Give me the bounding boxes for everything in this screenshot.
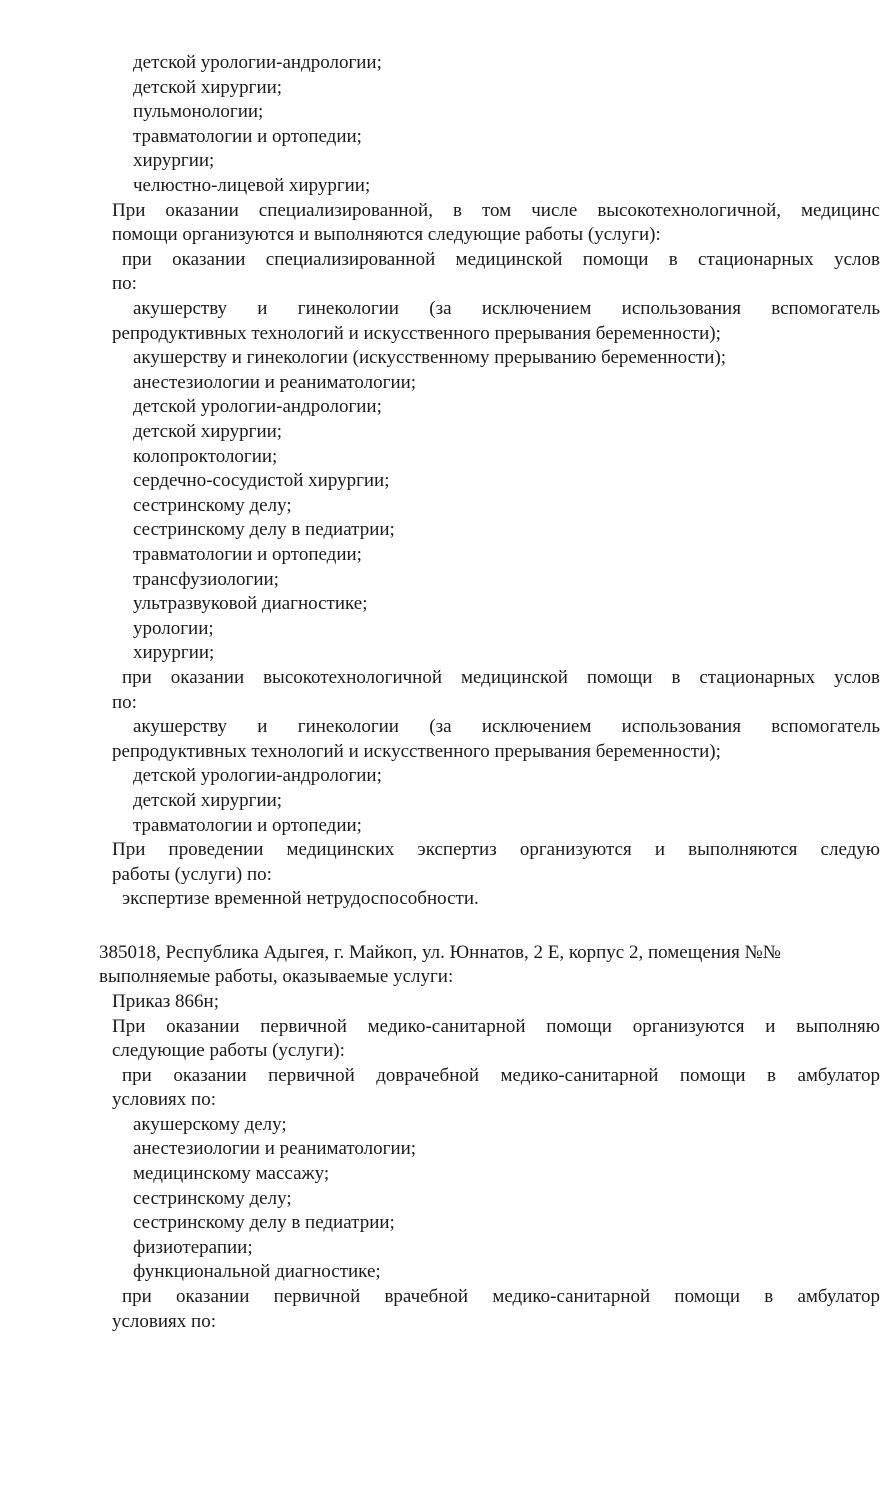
text-line: функциональной диагностике; xyxy=(133,1261,381,1282)
text-line: репродуктивных технологий и искусственного прерывания беременности); xyxy=(112,323,721,344)
text-line: сердечно-сосудистой хирургии; xyxy=(133,470,390,491)
text-line: Приказ 866н; xyxy=(112,991,219,1012)
text-line: помощи организуются и выполняются следующие работы (услуги): xyxy=(112,224,661,245)
text-line: работы (услуги) по: xyxy=(112,864,272,885)
text-line: по: xyxy=(112,692,137,713)
text-line: При проведении медицинских экспертиз организуются и выполняются следую xyxy=(112,839,880,860)
text-line: выполняемые работы, оказываемые услуги: xyxy=(99,966,454,987)
text-line: физиотерапии; xyxy=(133,1237,253,1258)
text-line: пульмонологии; xyxy=(133,101,264,122)
text-line: травматологии и ортопедии; xyxy=(133,544,362,565)
text-line: детской урологии-андрологии; xyxy=(133,765,382,786)
text-line: сестринскому делу; xyxy=(133,495,292,516)
text-line: сестринскому делу в педиатрии; xyxy=(133,519,395,540)
text-line: травматологии и ортопедии; xyxy=(133,126,362,147)
text-line: При оказании первичной медико-санитарной помощи организуются и выполняю xyxy=(112,1016,880,1037)
text-line: по: xyxy=(112,273,137,294)
text-line: трансфузиологии; xyxy=(133,569,279,590)
text-line: хирургии; xyxy=(133,642,215,663)
text-line: детской хирургии; xyxy=(133,421,283,442)
text-line: условиях по: xyxy=(112,1089,216,1110)
text-line: условиях по: xyxy=(112,1311,216,1332)
text-line: травматологии и ортопедии; xyxy=(133,815,362,836)
text-line: детской урологии-андрологии; xyxy=(133,52,382,73)
text-line: анестезиологии и реаниматологии; xyxy=(133,1138,417,1159)
text-line: акушерскому делу; xyxy=(133,1114,287,1135)
text-line: сестринскому делу в педиатрии; xyxy=(133,1212,395,1233)
text-line: при оказании высокотехнологичной медицинской помощи в стационарных услов xyxy=(122,667,880,688)
text-line: урологии; xyxy=(133,618,214,639)
text-line: детской урологии-андрологии; xyxy=(133,396,382,417)
text-line: медицинскому массажу; xyxy=(133,1163,330,1184)
text-line: колопроктологии; xyxy=(133,446,278,467)
text-line: детской хирургии; xyxy=(133,77,283,98)
text-line: При оказании специализированной, в том числе высокотехнологичной, медицинс xyxy=(112,200,880,221)
text-line: при оказании специализированной медицинской помощи в стационарных услов xyxy=(122,249,880,270)
text-line: экспертизе временной нетрудоспособности. xyxy=(122,888,479,909)
text-line: акушерству и гинекологии (за исключением использования вспомогатель xyxy=(133,298,880,319)
text-line: следующие работы (услуги): xyxy=(112,1040,345,1061)
address-line: 385018, Республика Адыгея, г. Майкоп, ул. Юннатов, 2 Е, корпус 2, помещения №№ xyxy=(99,942,781,963)
text-line: репродуктивных технологий и искусственного прерывания беременности); xyxy=(112,741,721,762)
text-line: хирургии; xyxy=(133,150,215,171)
text-line: челюстно-лицевой хирургии; xyxy=(133,175,371,196)
text-line: ультразвуковой диагностике; xyxy=(133,593,368,614)
text-line: анестезиологии и реаниматологии; xyxy=(133,372,417,393)
text-line: детской хирургии; xyxy=(133,790,283,811)
text-line: сестринскому делу; xyxy=(133,1188,292,1209)
text-line: акушерству и гинекологии (за исключением использования вспомогатель xyxy=(133,716,880,737)
text-line: при оказании первичной доврачебной медико-санитарной помощи в амбулатор xyxy=(122,1065,880,1086)
text-line: акушерству и гинекологии (искусственному прерыванию беременности); xyxy=(133,347,727,368)
text-line: при оказании первичной врачебной медико-санитарной помощи в амбулатор xyxy=(122,1286,880,1307)
